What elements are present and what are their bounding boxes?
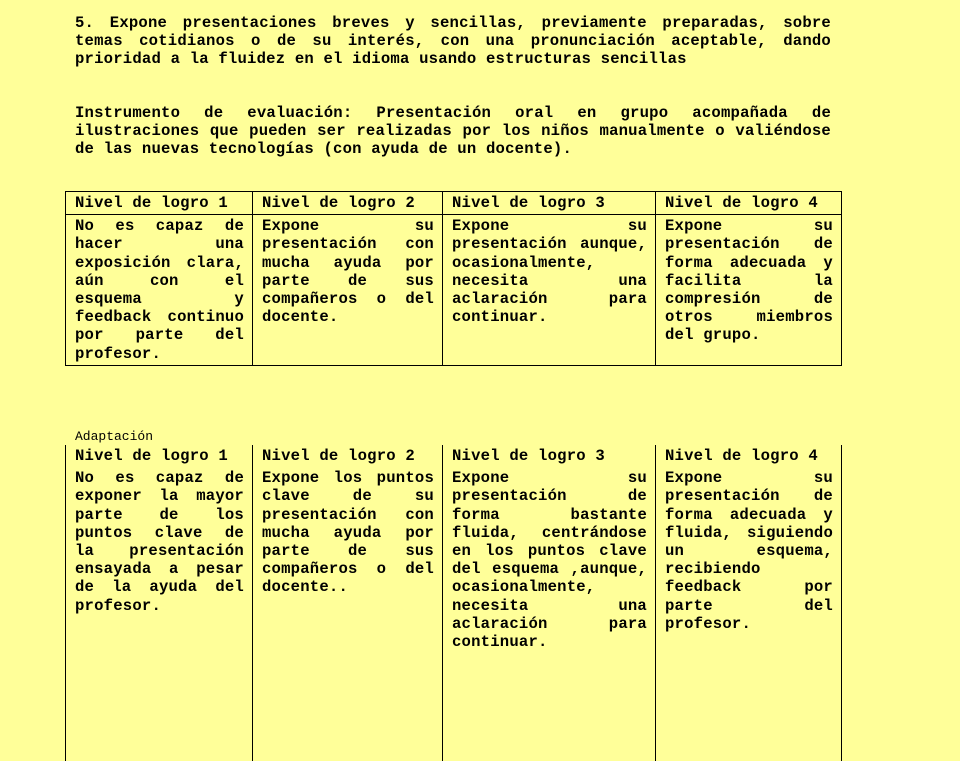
rubric-table [65,191,842,366]
evaluation-instrument: Instrumento de evaluación: Presentación oral en grupo acompañada de ilustraciones que pueden ser realizadas por los niños manualmente o valiéndose de las nuevas tecnologías (con ayuda de un docente). [75,104,831,158]
adapt-level-4-description: Expone su presentación de forma adecuada y fluida, siguiendo un esquema, recibiendo feedback por parte del profesor. [656,467,842,761]
adapt-level-4-header: Nivel de logro 4 [656,445,842,467]
adapt-level-3-header: Nivel de logro 3 [443,445,656,467]
level-2-header: Nivel de logro 2 [253,192,443,215]
adapt-level-1-description: No es capaz de exponer la mayor parte de los puntos clave de la presentación ensayada a pesar de la ayuda del profesor. [66,467,253,761]
rubric-header-row [66,192,842,215]
adapt-level-2-description: Expone los puntos clave de su presentación con mucha ayuda por parte de sus compañeros o del docente.. [253,467,443,761]
adapt-level-1-header: Nivel de logro 1 [66,445,253,467]
level-1-description: No es capaz de hacer una exposición clara, aún con el esquema y feedback continuo por parte del profesor. [66,215,253,366]
adaptation-description-row [66,467,842,761]
level-3-description: Expone su presentación aunque, ocasionalmente, necesita una aclaración para continuar. [443,215,656,366]
level-4-header: Nivel de logro 4 [656,192,842,215]
adapt-level-2-header: Nivel de logro 2 [253,445,443,467]
level-2-description: Expone su presentación con mucha ayuda por parte de sus compañeros o del docente. [253,215,443,366]
adaptation-header-row [66,445,842,467]
level-4-description: Expone su presentación de forma adecuada y facilita la compresión de otros miembros del grupo. [656,215,842,366]
rubric-description-row [66,215,842,366]
level-3-header: Nivel de logro 3 [443,192,656,215]
adaptation-rubric-table [65,445,842,761]
adapt-level-3-description: Expone su presentación de forma bastante fluida, centrándose en los puntos clave del esquema ,aunque, ocasionalmente, necesita una aclaración para continuar. [443,467,656,761]
level-1-header: Nivel de logro 1 [66,192,253,215]
competency-statement: 5. Expone presentaciones breves y sencillas, previamente preparadas, sobre temas cotidianos o de su interés, con una pronunciación aceptable, dando prioridad a la fluidez en el idioma usando estructuras sencillas [75,14,831,68]
adaptation-heading: Adaptación [75,429,154,444]
